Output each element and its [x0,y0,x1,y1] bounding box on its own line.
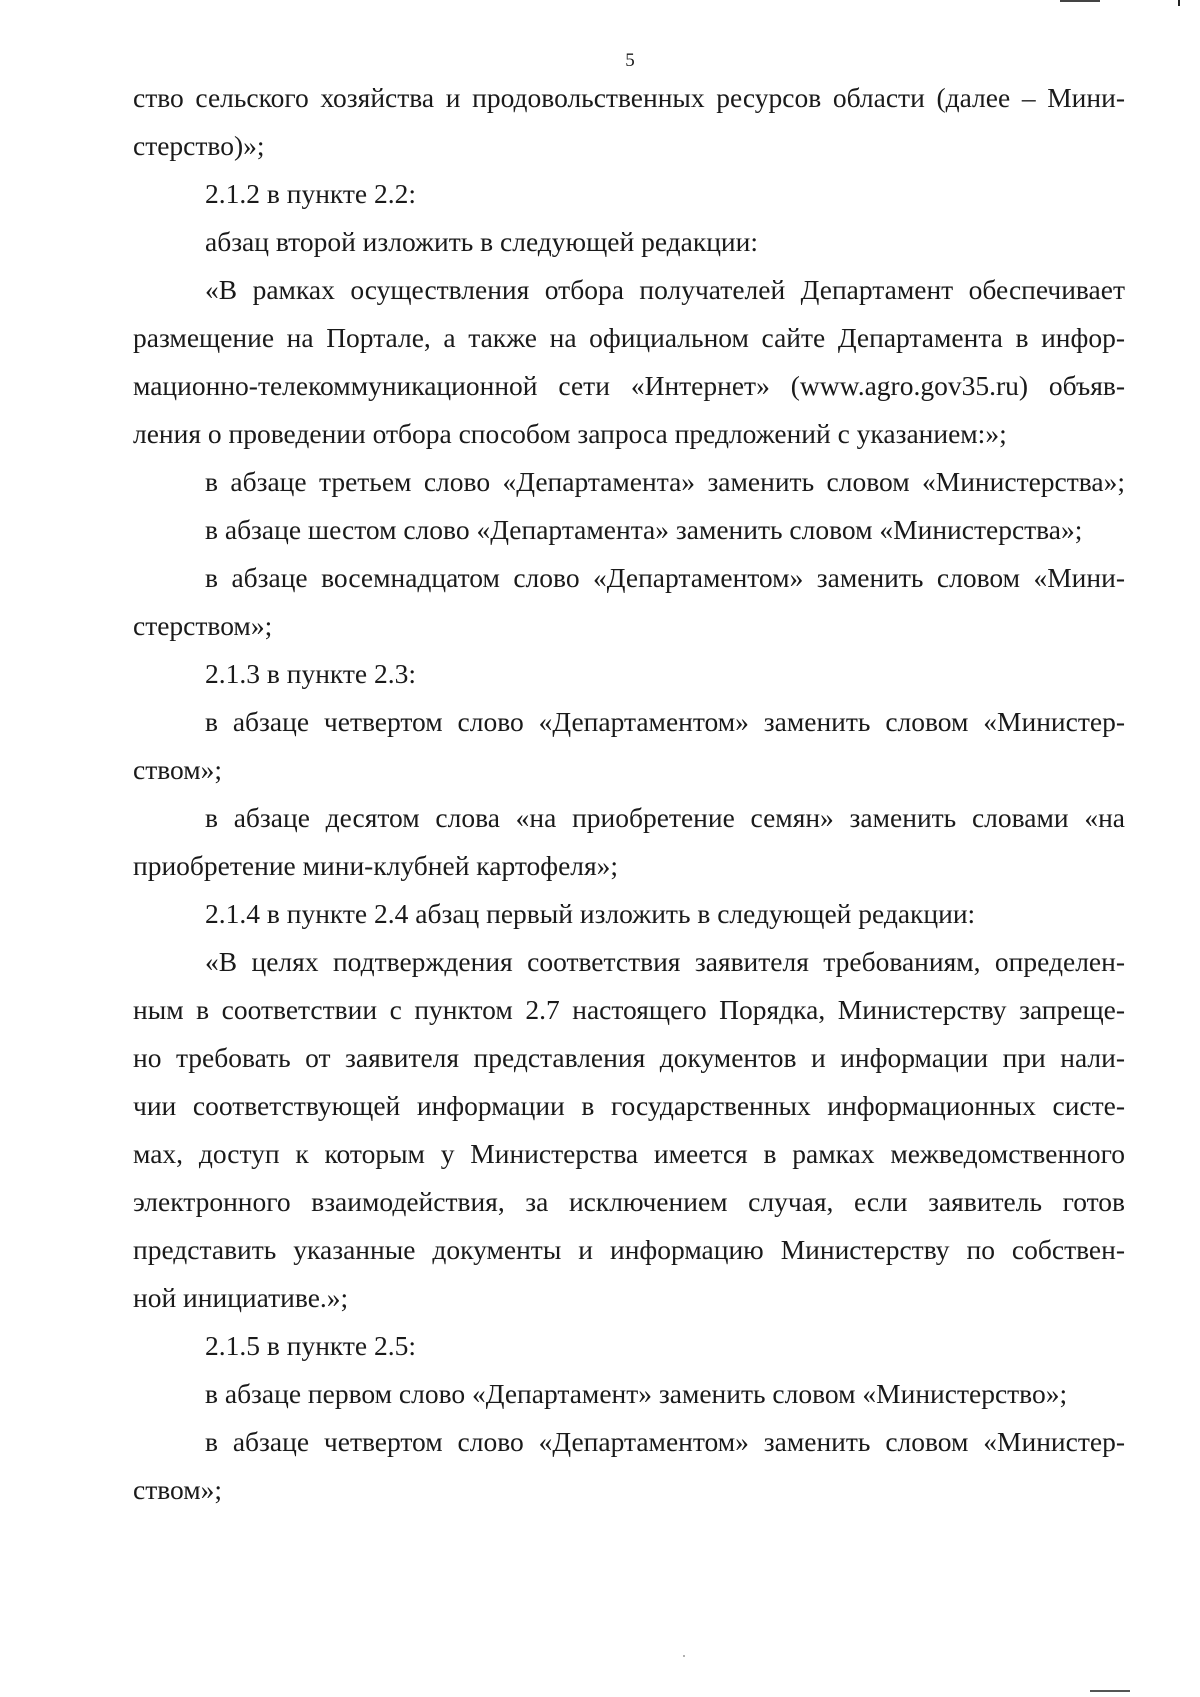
document-line: 2.1.4 в пункте 2.4 абзац первый изложить в следующей редакции: [205,898,976,929]
scan-mark-top-right [1178,0,1180,6]
document-line: ство сельского хозяйства и продовольственных ресурсов области (далее – Мини- [133,82,1125,113]
document-line: приобретение мини-клубней картофеля»; [133,850,619,881]
scan-dust [683,1655,685,1657]
document-line: в абзаце четвертом слово «Департаментом» заменить словом «Министер- [205,1426,1125,1457]
document-line: стерством»; [133,610,273,641]
document-line: стерство)»; [133,130,265,161]
document-line: мах, доступ к которым у Министерства имеется в рамках межведомственного [133,1138,1125,1169]
document-line: в абзаце десятом слова «на приобретение семян» заменить словами «на [205,802,1125,833]
document-line: ным в соответствии с пунктом 2.7 настоящего Порядка, Министерству запреще- [133,994,1125,1025]
document-line: в абзаце шестом слово «Департамента» заменить словом «Министерства»; [205,514,1083,545]
document-line: «В рамках осуществления отбора получателей Департамент обеспечивает [205,274,1125,305]
document-line: размещение на Портале, а также на официальном сайте Департамента в инфор- [133,322,1125,353]
document-line: в абзаце первом слово «Департамент» заменить словом «Министерство»; [205,1378,1068,1409]
document-line: в абзаце четвертом слово «Департаментом» заменить словом «Министер- [205,706,1125,737]
document-line: электронного взаимодействия, за исключением случая, если заявитель готов [133,1186,1125,1217]
document-line: ления о проведении отбора способом запроса предложений с указанием:»; [133,418,1007,449]
document-line: ной инициативе.»; [133,1282,349,1313]
document-line: в абзаце восемнадцатом слово «Департаментом» заменить словом «Мини- [205,562,1125,593]
document-line: «В целях подтверждения соответствия заявителя требованиям, определен- [205,946,1125,977]
document-line: абзац второй изложить в следующей редакции: [205,226,759,257]
document-line: в абзаце третьем слово «Департамента» заменить словом «Министерства»; [205,466,1125,497]
document-line: представить указанные документы и информацию Министерству по собствен- [133,1234,1125,1265]
scan-mark-top-right [1060,0,1100,2]
document-line: 2.1.3 в пункте 2.3: [205,658,417,689]
document-line: но требовать от заявителя представления документов и информации при нали- [133,1042,1125,1073]
document-line: 2.1.5 в пункте 2.5: [205,1330,417,1361]
document-line: 2.1.2 в пункте 2.2: [205,178,417,209]
page-number: 5 [625,50,635,71]
document-line: ством»; [133,754,223,785]
document-line: ством»; [133,1474,223,1505]
scan-mark-bottom-right [1090,1690,1130,1692]
document-line: мационно-телекоммуникационной сети «Интернет» (www.agro.gov35.ru) объяв- [133,370,1125,401]
document-line: чии соответствующей информации в государственных информационных систе- [133,1090,1125,1121]
document-body [133,74,1125,1514]
